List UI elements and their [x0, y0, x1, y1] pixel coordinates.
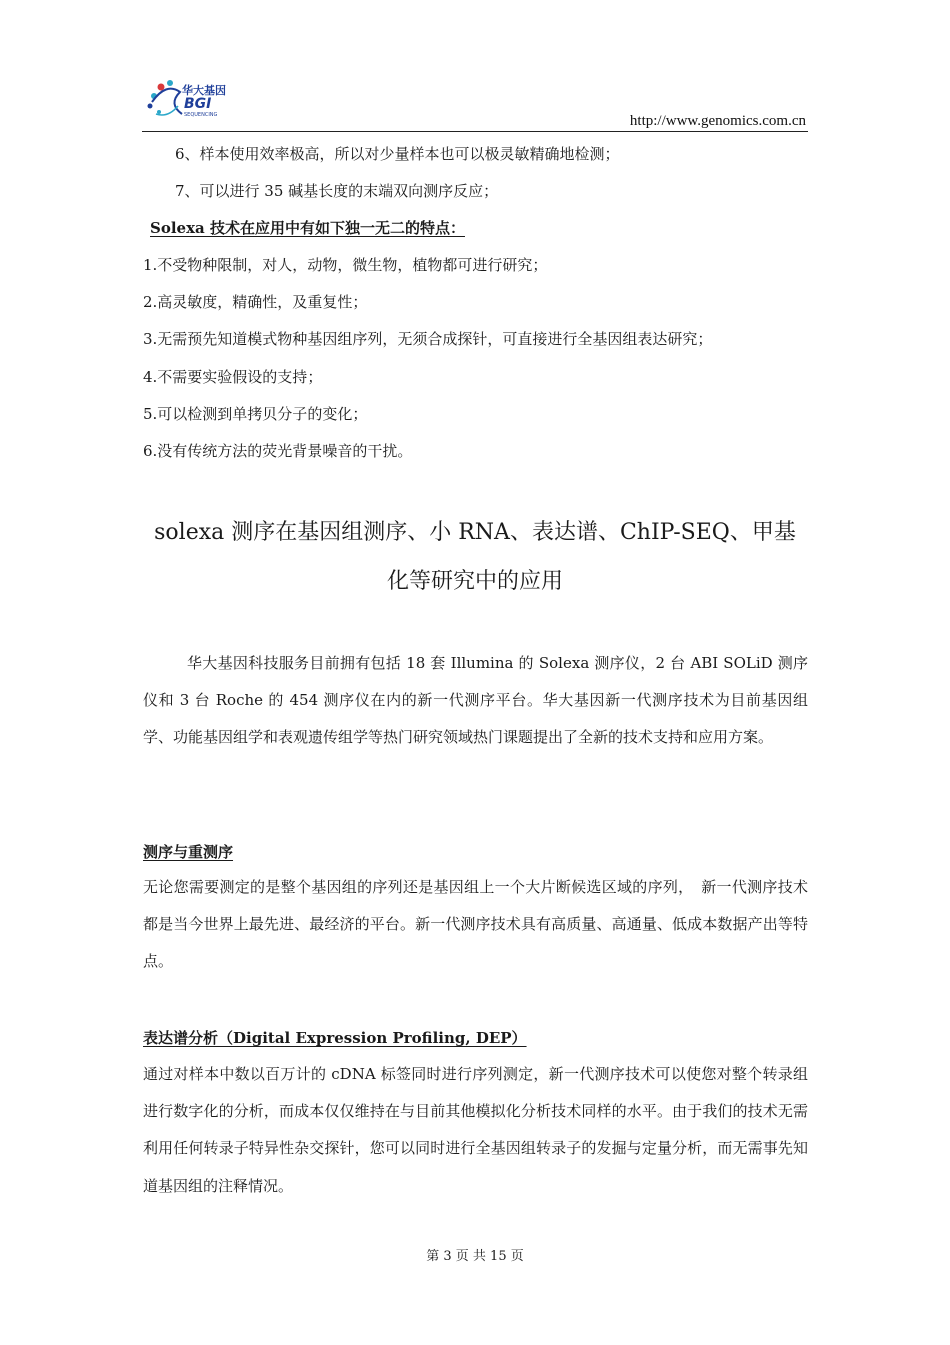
dep-paragraph: 通过对样本中数以百万计的 cDNA 标签同时进行序列测定，新一代测序技术可以使您对整个转录组进行数字化的分析，而成本仅仅维持在与目前其他模拟化分析技术同样的水平。由于我们的技术无需利用任何转录子特异性杂交探针，您可以同时进行全基因组转录子的发掘与定量分析，而无需事先知道基因组的注释情况。	[143, 1065, 808, 1195]
feature-item: 1.不受物种限制，对人，动物，微生物，植物都可进行研究；	[143, 256, 548, 274]
section-title-line2: 化等研究中的应用	[386, 569, 563, 594]
section-title-line1: solexa 测序在基因组测序、小 RNA、表达谱、ChIP-SEQ、甲基	[154, 520, 796, 545]
feature-item: 3.无需预先知道模式物种基因组序列，无须合成探针，可直接进行全基因组表达研究；	[143, 330, 713, 348]
intro-paragraph: 华大基因科技服务目前拥有包括 18 套 Illumina 的 Solexa 测序仪，2 台 ABI SOLiD 测序仪和 3 台 Roche 的 454 测序仪在内的新一代测序平台。华大基因新一代测序技术为目前基因组学、功能基因组学和表观遗传组学等热门研究领域热门课题提出了全新的技术支持和应用方案。	[143, 654, 808, 747]
logo-subtext: SEQUENCING	[184, 112, 218, 118]
feature-item: 4.不需要实验假设的支持；	[143, 368, 323, 386]
dep-heading: 表达谱分析（Digital Expression Profiling, DEP）	[143, 1029, 527, 1047]
feature-item: 5.可以检测到单拷贝分子的变化；	[143, 405, 368, 423]
features-heading: Solexa 技术在应用中有如下独一无二的特点：	[150, 219, 465, 237]
seq-paragraph: 无论您需要测定的是整个基因组的序列还是基因组上一个大片断候选区域的序列， 新一代测序技术都是当今世界上最先进、最经济的平台。新一代测序技术具有高质量、高通量、低成本数据产出等特点。	[143, 878, 808, 971]
feature-item: 2.高灵敏度，精确性，及重复性；	[143, 293, 368, 311]
page-footer: 第 3 页 共 15 页	[426, 1249, 524, 1264]
bgi-logo	[146, 74, 266, 124]
logo-text-en: BGI	[184, 96, 212, 112]
list-item: 7、可以进行 35 碱基长度的末端双向测序反应；	[175, 182, 499, 200]
feature-item: 6.没有传统方法的荧光背景噪音的干扰。	[143, 442, 413, 460]
logo-text-cn: 华大基因	[182, 84, 226, 97]
seq-heading: 测序与重测序	[143, 843, 234, 861]
list-item: 6、样本使用效率极高，所以对少量样本也可以极灵敏精确地检测；	[175, 145, 620, 163]
header-url[interactable]: http://www.genomics.com.cn	[629, 113, 806, 129]
header-divider	[142, 131, 808, 132]
